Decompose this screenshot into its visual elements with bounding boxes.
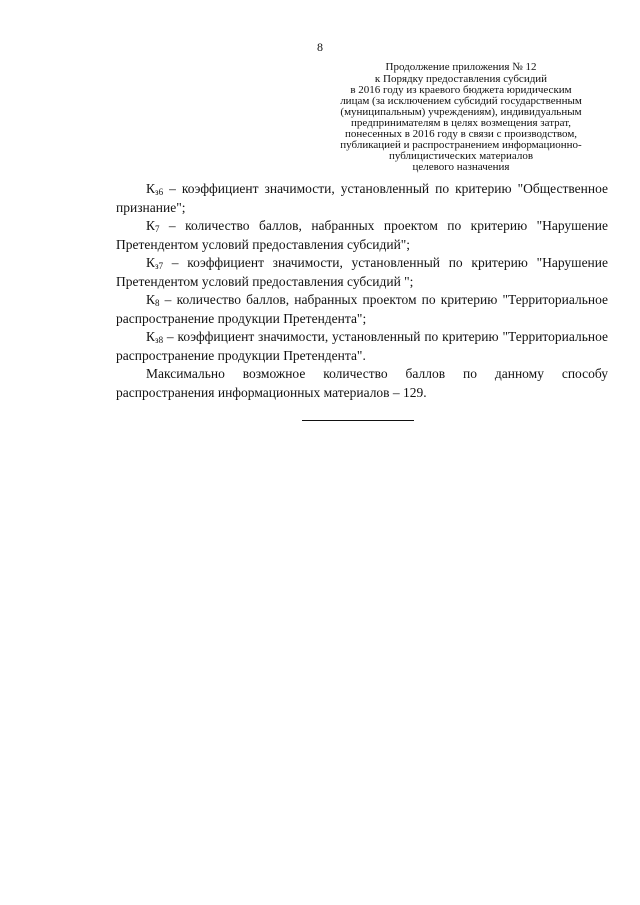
header-line: понесенных в 2016 году в связи с производством, xyxy=(344,128,578,140)
paragraph-k-8 xyxy=(116,291,608,328)
paragraph-k-z7 xyxy=(116,254,608,291)
paragraph-max-score xyxy=(116,365,608,402)
coefficient-subscript: з6 xyxy=(155,187,164,197)
coefficient-subscript: 7 xyxy=(155,224,160,234)
body-text xyxy=(116,180,608,402)
paragraph-text: – коэффициент значимости, установленный по критерию "Нарушение Претендентом условий предоставления субсидий "; xyxy=(116,255,608,289)
coefficient-symbol: К xyxy=(146,292,156,307)
coefficient-subscript: з8 xyxy=(155,335,164,345)
paragraph-text: – количество баллов, набранных проектом по критерию "Нарушение Претендентом условий предоставления субсидий"; xyxy=(116,218,608,252)
header-line: целевого назначения xyxy=(412,161,510,173)
coefficient-symbol: К xyxy=(146,329,156,344)
paragraph-text: Максимально возможное количество баллов по данному способу распространения информационных материалов – 129. xyxy=(116,366,608,400)
header-line: (муниципальным) учреждениям), индивидуальным xyxy=(340,106,582,118)
paragraph-text: – коэффициент значимости, установленный по критерию "Общественное признание"; xyxy=(116,181,608,215)
paragraph-text: – коэффициент значимости, установленный по критерию "Территориальное распространение продукции Претендента". xyxy=(116,329,608,363)
paragraph-k-z8 xyxy=(116,328,608,365)
header-line: в 2016 году из краевого бюджета юридическим xyxy=(350,84,572,96)
coefficient-subscript: 8 xyxy=(155,298,160,308)
page-number: 8 xyxy=(317,40,323,54)
paragraph-k-7 xyxy=(116,217,608,254)
paragraph-text: – количество баллов, набранных проектом по критерию "Территориальное распространение продукции Претендента"; xyxy=(116,292,608,326)
header-line: лицам (за исключением субсидий государственным xyxy=(340,95,582,107)
header-line: предпринимателям в целях возмещения затрат, xyxy=(350,117,571,129)
paragraph-k-z6 xyxy=(116,180,608,217)
header-line: Продолжение приложения № 12 xyxy=(385,61,537,73)
appendix-header xyxy=(315,62,607,173)
coefficient-symbol: К xyxy=(146,255,156,270)
coefficient-subscript: з7 xyxy=(155,261,164,271)
header-line: к Порядку предоставления субсидий xyxy=(374,73,548,85)
coefficient-symbol: К xyxy=(146,181,156,196)
end-divider xyxy=(302,420,414,421)
header-line: публикацией и распространением информационно- xyxy=(340,139,582,151)
coefficient-symbol: К xyxy=(146,218,156,233)
header-line: публицистических материалов xyxy=(388,150,534,162)
